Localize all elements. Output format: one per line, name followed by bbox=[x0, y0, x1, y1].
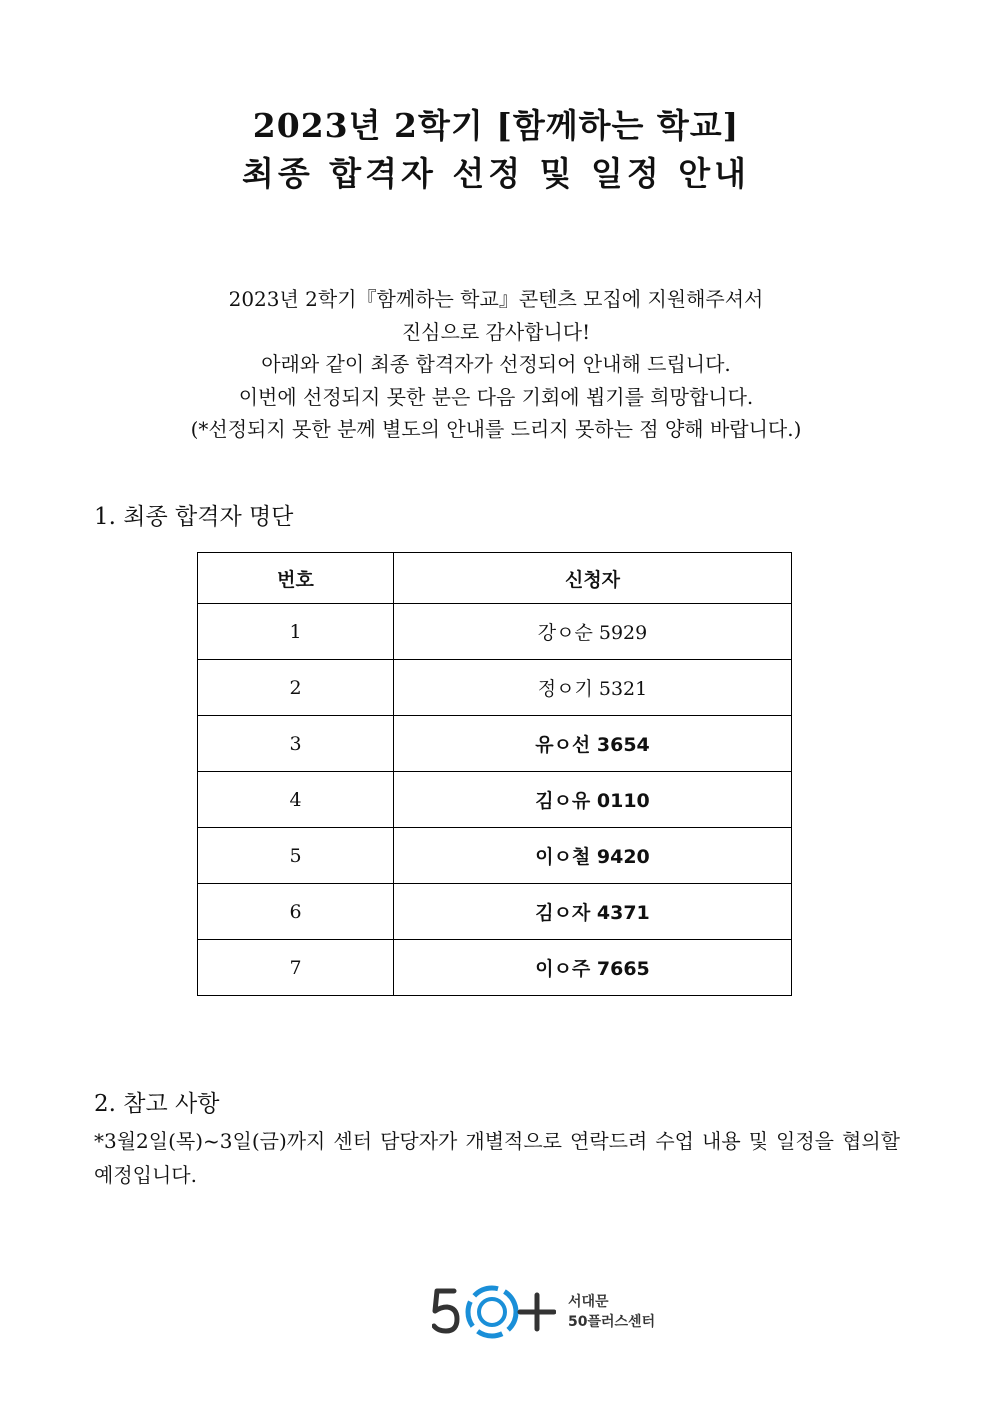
finalist-table bbox=[197, 552, 792, 996]
table-row bbox=[198, 660, 792, 716]
column-header-number: 번호 bbox=[198, 553, 394, 604]
intro-line: 진심으로 감사합니다! bbox=[401, 319, 591, 344]
row-number: 1 bbox=[198, 604, 394, 660]
section2-heading: 2. 참고 사항 bbox=[94, 1091, 220, 1117]
intro-line: 아래와 같이 최종 합격자가 선정되어 안내해 드립니다. bbox=[261, 352, 731, 376]
intro-line: (*선정되지 못한 분께 별도의 안내를 드리지 못하는 점 양해 바랍니다.) bbox=[190, 417, 802, 441]
intro-text bbox=[0, 283, 992, 446]
center-logo bbox=[432, 1282, 655, 1342]
center-name-line1: 서대문 bbox=[568, 1294, 609, 1310]
intro-line: 2023년 2학기『함께하는 학교』콘텐츠 모집에 지원해주셔서 bbox=[228, 287, 764, 311]
row-applicant: 유ㅇ선 3654 bbox=[394, 716, 792, 772]
fifty-plus-logo-icon bbox=[432, 1282, 556, 1342]
center-name bbox=[568, 1292, 655, 1332]
row-applicant: 이ㅇ주 7665 bbox=[394, 940, 792, 996]
table-row bbox=[198, 604, 792, 660]
table-row bbox=[198, 772, 792, 828]
row-applicant: 강ㅇ순 5929 bbox=[394, 604, 792, 660]
row-number: 2 bbox=[198, 660, 394, 716]
table-row bbox=[198, 884, 792, 940]
row-applicant: 김ㅇ자 4371 bbox=[394, 884, 792, 940]
row-applicant: 김ㅇ유 0110 bbox=[394, 772, 792, 828]
reference-note: *3월2일(목)~3일(금)까지 센터 담당자가 개별적으로 연락드려 수업 내용 및 일정을 협의할 예정입니다. bbox=[94, 1129, 900, 1187]
column-header-applicant: 신청자 bbox=[394, 553, 792, 604]
table-header-row bbox=[198, 553, 792, 604]
table-row bbox=[198, 940, 792, 996]
row-number: 6 bbox=[198, 884, 394, 940]
row-number: 7 bbox=[198, 940, 394, 996]
row-applicant: 정ㅇ기 5321 bbox=[394, 660, 792, 716]
intro-line: 이번에 선정되지 못한 분은 다음 기회에 뵙기를 희망합니다. bbox=[238, 384, 754, 409]
section1-heading: 1. 최종 합격자 명단 bbox=[94, 504, 294, 530]
row-number: 3 bbox=[198, 716, 394, 772]
page-title-line1: 2023년 2학기 [함께하는 학교] bbox=[252, 106, 740, 145]
row-number: 5 bbox=[198, 828, 394, 884]
table-row bbox=[198, 716, 792, 772]
page-title-line2: 최종 합격자 선정 및 일정 안내 bbox=[242, 154, 750, 193]
row-number: 4 bbox=[198, 772, 394, 828]
table-row bbox=[198, 828, 792, 884]
center-name-line2: 50플러스센터 bbox=[568, 1314, 656, 1330]
row-applicant: 이ㅇ철 9420 bbox=[394, 828, 792, 884]
